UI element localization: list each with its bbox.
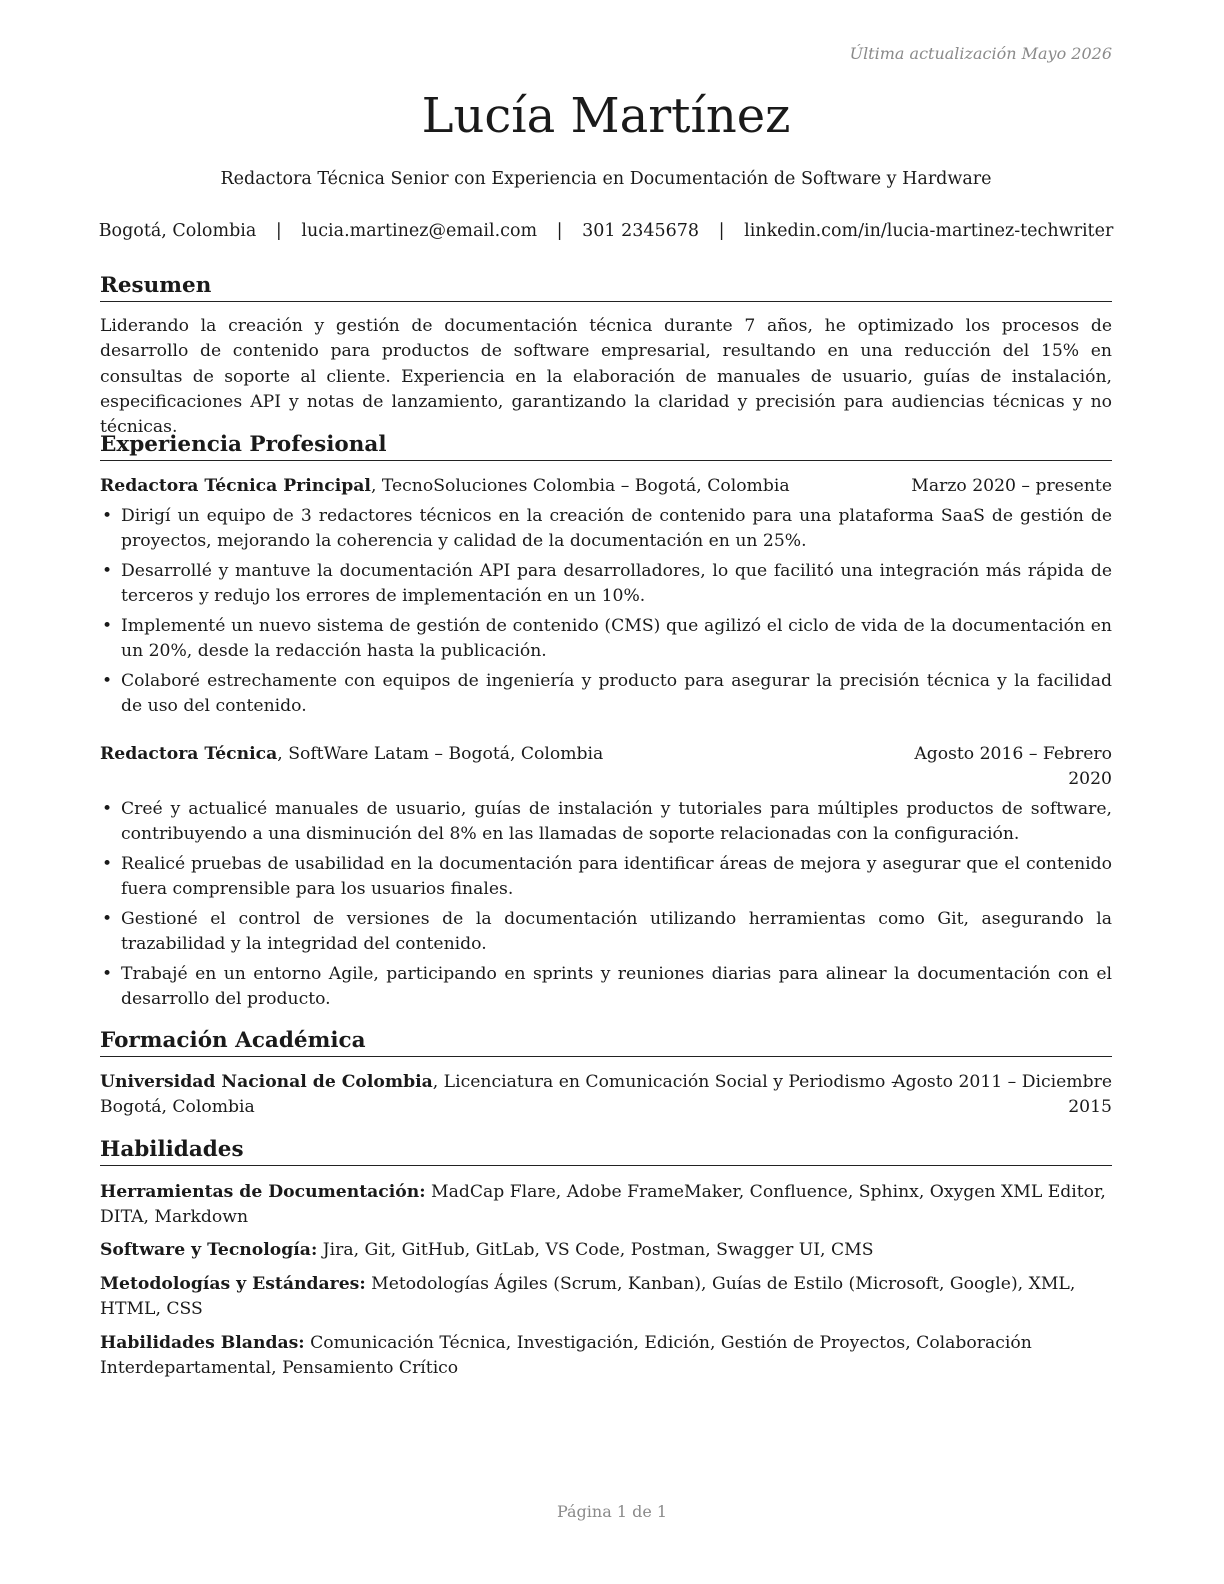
page-number: Página 1 de 1 — [556, 1502, 668, 1521]
last-updated: Última actualización Mayo 2026 — [849, 44, 1112, 63]
skill-line — [100, 1272, 1116, 1322]
job-bullets — [100, 504, 1112, 724]
list-item — [100, 614, 1112, 664]
separator: | — [718, 221, 725, 241]
skill-line — [100, 1180, 1116, 1230]
job-dates: Marzo 2020 – presente — [911, 476, 1112, 496]
skill-value: Comunicación Técnica, Investigación, Edición, Gestión de Proyectos, Colaboración Interdepartamental, Pensamiento Crítico — [100, 1333, 1032, 1378]
skill-value: MadCap Flare, Adobe FrameMaker, Confluence, Sphinx, Oxygen XML Editor, DITA, Markdown — [100, 1182, 1106, 1227]
section-title-experience: Experiencia Profesional — [100, 431, 1112, 461]
bullet-icon: • — [102, 799, 113, 819]
skill-value: Metodologías Ágiles (Scrum, Kanban), Guías de Estilo (Microsoft, Google), XML, HTML, CSS — [100, 1274, 1076, 1319]
job-header — [100, 474, 1112, 500]
skill-value: Jira, Git, GitHub, GitLab, VS Code, Postman, Swagger UI, CMS — [317, 1240, 874, 1260]
bullet-icon: • — [102, 854, 113, 874]
tagline: Redactora Técnica Senior con Experiencia en Documentación de Software y Hardware — [220, 169, 992, 189]
bullet-icon: • — [102, 561, 113, 581]
bullet-text: Colaboré estrechamente con equipos de ingeniería y producto para asegurar la precisión técnica y la facilidad de uso del contenido. — [121, 671, 1112, 716]
job-header — [100, 742, 1112, 794]
education-dates-1: Agosto 2011 – Diciembre — [893, 1072, 1112, 1092]
bullet-text: Implementé un nuevo sistema de gestión de contenido (CMS) que agilizó el ciclo de vida de la documentación en un 20%, desde la redacción hasta la publicación. — [121, 616, 1112, 661]
job-bullets — [100, 797, 1112, 1017]
skill-line — [100, 1331, 1116, 1381]
section-title-skills: Habilidades — [100, 1136, 1112, 1166]
list-item — [100, 504, 1112, 554]
bullet-icon: • — [102, 671, 113, 691]
bullet-text: Realicé pruebas de usabilidad en la documentación para identificar áreas de mejora y asegurar que el contenido fuera comprensible para los usuarios finales. — [121, 854, 1112, 899]
bullet-text: Creé y actualicé manuales de usuario, guías de instalación y tutoriales para múltiples productos de software, contribuyendo a una disminución del 8% en las llamadas de soporte relacionadas con la configuración. — [121, 799, 1112, 844]
education-line — [100, 1070, 899, 1095]
summary-text: Liderando la creación y gestión de documentación técnica durante 7 años, he optimizado los procesos de desarrollo de contenido para productos de software empresarial, resultando en una reducción del 15% en consultas de soporte al cliente. Experiencia en la elaboración de manuales de usuario, guías de instalación, especificaciones API y notas de lanzamiento, garantizando la claridad y precisión para audiencias técnicas y no técnicas. — [100, 316, 1112, 438]
education-location: Bogotá, Colombia — [100, 1097, 255, 1117]
list-item — [100, 852, 1112, 902]
job-title-line — [100, 742, 603, 767]
bullet-icon: • — [102, 909, 113, 929]
bullet-icon: • — [102, 506, 113, 526]
bullet-icon: • — [102, 616, 113, 636]
contact-location: Bogotá, Colombia — [98, 221, 257, 241]
education-dates-2: 2015 — [1068, 1097, 1112, 1117]
list-item — [100, 962, 1112, 1012]
candidate-name: Lucía Martínez — [421, 88, 791, 144]
education-degree: , Licenciatura en Comunicación Social y Periodismo – — [432, 1072, 900, 1092]
job-title-line — [100, 474, 790, 499]
bullet-text: Trabajé en un entorno Agile, participando en sprints y reuniones diarias para alinear la documentación con el desarrollo del producto. — [121, 964, 1112, 1009]
list-item — [100, 669, 1112, 719]
skill-label: Herramientas de Documentación: — [100, 1182, 426, 1202]
list-item — [100, 797, 1112, 847]
separator: | — [275, 221, 282, 241]
list-item — [100, 907, 1112, 957]
job-role: Redactora Técnica — [100, 744, 278, 764]
education-institution: Universidad Nacional de Colombia — [100, 1072, 433, 1092]
separator: | — [556, 221, 563, 241]
education-entry — [100, 1070, 1112, 1122]
section-title-summary: Resumen — [100, 272, 1112, 302]
contact-line — [70, 218, 1142, 244]
list-item — [100, 559, 1112, 609]
bullet-icon: • — [102, 964, 113, 984]
skill-label: Software y Tecnología: — [100, 1240, 318, 1260]
job-dates: Agosto 2016 – Febrero 2020 — [914, 744, 1112, 789]
job-role: Redactora Técnica Principal — [100, 476, 371, 496]
skill-label: Metodologías y Estándares: — [100, 1274, 366, 1294]
contact-phone: 301 2345678 — [582, 221, 700, 241]
contact-linkedin[interactable]: linkedin.com/in/lucia-martinez-techwriter — [744, 221, 1114, 241]
contact-email[interactable]: lucia.martinez@email.com — [301, 221, 538, 241]
section-title-education: Formación Académica — [100, 1027, 1112, 1057]
skill-label: Habilidades Blandas: — [100, 1333, 305, 1353]
bullet-text: Dirigí un equipo de 3 redactores técnicos en la creación de contenido para una plataforma SaaS de gestión de proyectos, mejorando la coherencia y calidad de la documentación en un 25%. — [121, 506, 1112, 551]
skill-line — [100, 1238, 1116, 1263]
bullet-text: Gestioné el control de versiones de la documentación utilizando herramientas como Git, asegurando la trazabilidad y la integridad del contenido. — [121, 909, 1112, 954]
bullet-text: Desarrollé y mantuve la documentación API para desarrolladores, lo que facilitó una integración más rápida de terceros y redujo los errores de implementación en un 10%. — [121, 561, 1112, 606]
job-company: , TecnoSoluciones Colombia – Bogotá, Colombia — [370, 476, 790, 496]
job-company: , SoftWare Latam – Bogotá, Colombia — [277, 744, 604, 764]
